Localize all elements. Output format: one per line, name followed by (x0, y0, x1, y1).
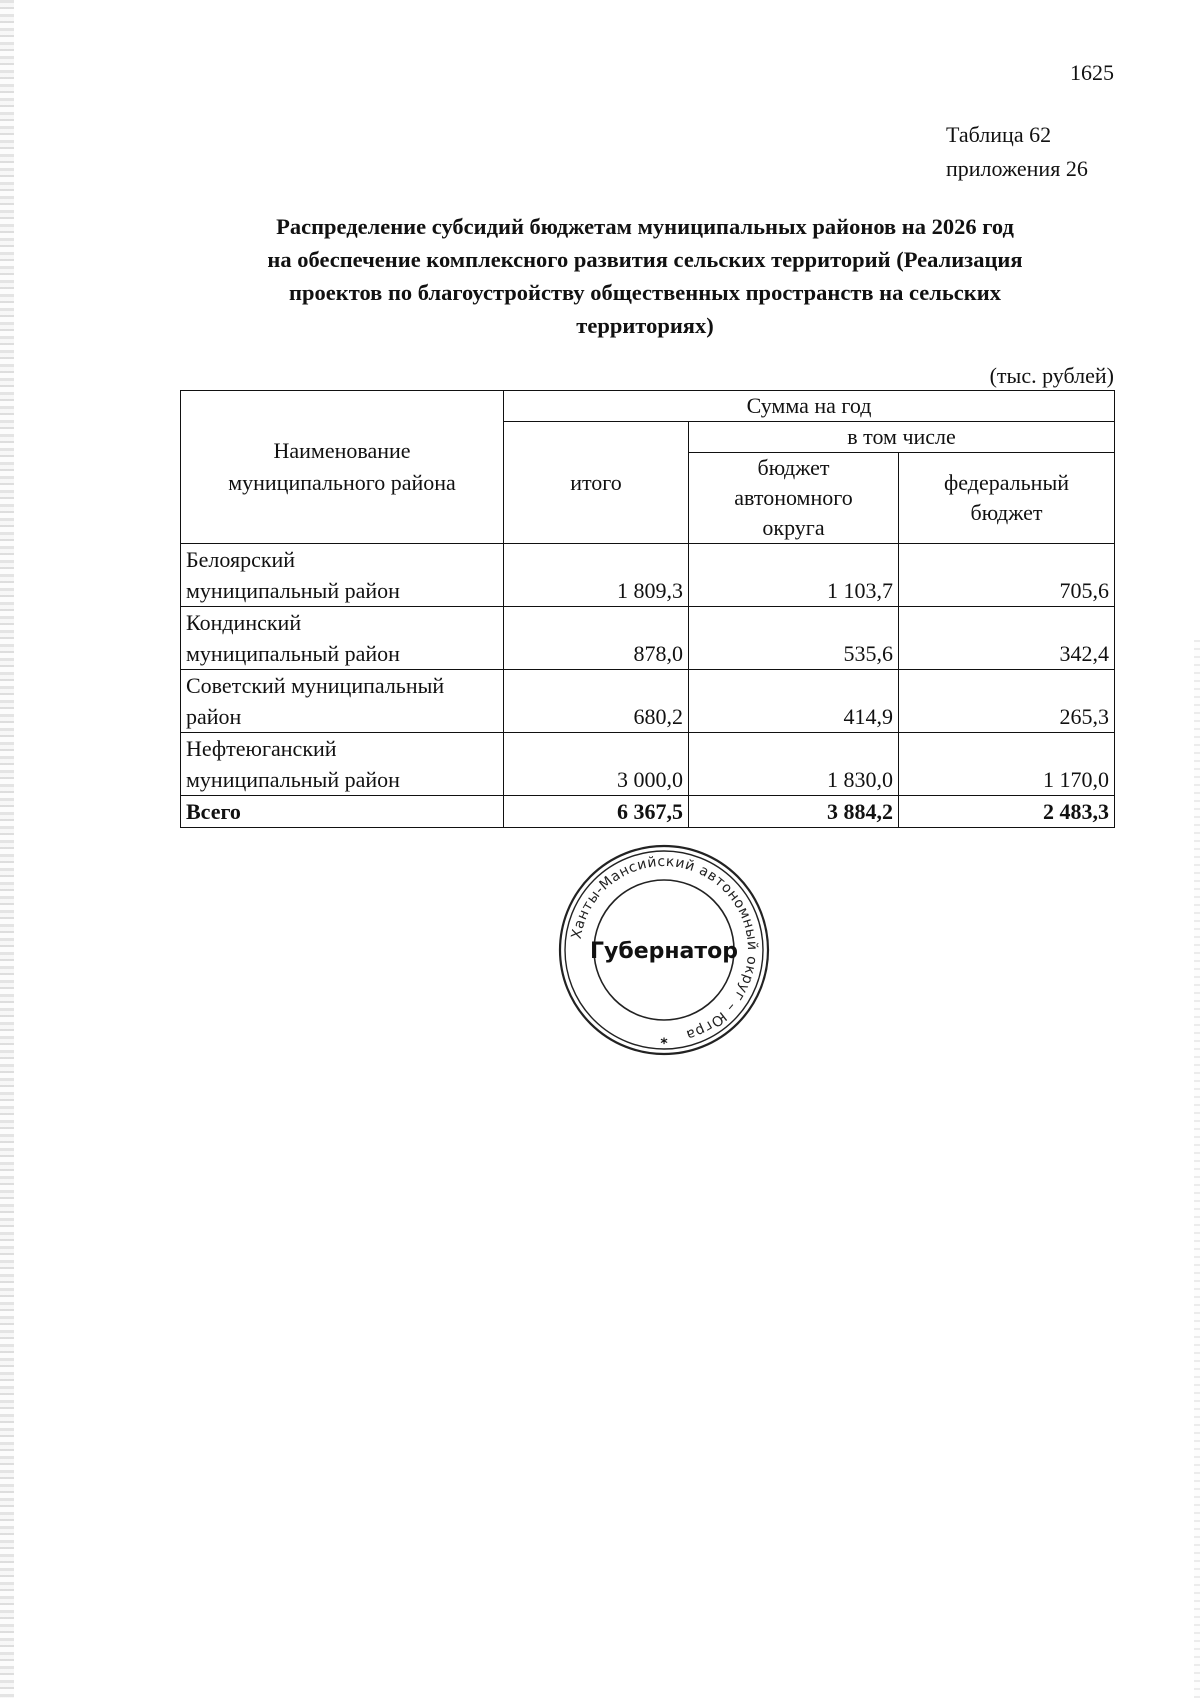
header-regional-line3: округа (762, 515, 825, 540)
seal-center-text: Губернатор (589, 939, 739, 964)
seal-star: * (660, 1036, 668, 1052)
table-row (181, 607, 1115, 670)
district-name-line2: район (186, 704, 242, 729)
grand-total-regional: 3 884,2 (689, 796, 899, 828)
table-reference (946, 118, 1088, 186)
header-regional-line1: бюджет (757, 455, 830, 480)
cell-federal: 1 170,0 (899, 733, 1115, 796)
title-line4: территориях) (576, 313, 714, 338)
header-federal-budget (899, 453, 1115, 544)
governor-seal (554, 840, 774, 1060)
header-total: итого (504, 422, 689, 544)
document-title (160, 210, 1130, 342)
cell-total: 878,0 (504, 607, 689, 670)
district-name (181, 670, 504, 733)
table-ref-line2: приложения 26 (946, 156, 1088, 181)
district-name (181, 733, 504, 796)
grand-total-federal: 2 483,3 (899, 796, 1115, 828)
cell-federal: 705,6 (899, 544, 1115, 607)
title-line1: Распределение субсидий бюджетам муниципальных районов на 2026 год (276, 214, 1014, 239)
district-name-line1: Белоярский (186, 547, 296, 572)
district-name-line1: Нефтеюганский (186, 736, 337, 761)
header-federal-line2: бюджет (970, 500, 1043, 525)
district-name-line2: муниципальный район (186, 767, 400, 792)
cell-regional: 1 103,7 (689, 544, 899, 607)
title-line2: на обеспечение комплексного развития сельских территорий (Реализация (267, 247, 1023, 272)
cell-total: 3 000,0 (504, 733, 689, 796)
grand-total-label: Всего (181, 796, 504, 828)
header-district-name (181, 391, 504, 544)
district-name-line2: муниципальный район (186, 641, 400, 666)
district-name-line2: муниципальный район (186, 578, 400, 603)
seal-ring-textpath: Ханты-Мансийский автономный округ – Югра (568, 853, 761, 1043)
table-row (181, 544, 1115, 607)
header-including: в том числе (689, 422, 1115, 453)
scan-edge-right (1194, 640, 1200, 1698)
cell-total: 680,2 (504, 670, 689, 733)
cell-federal: 342,4 (899, 607, 1115, 670)
title-line3: проектов по благоустройству общественных пространств на сельских (289, 280, 1001, 305)
cell-regional: 414,9 (689, 670, 899, 733)
grand-total-row (181, 796, 1115, 828)
district-name-line1: Советский муниципальный (186, 673, 445, 698)
table-row (181, 733, 1115, 796)
grand-total-total: 6 367,5 (504, 796, 689, 828)
district-name-line1: Кондинский (186, 610, 302, 635)
page-number: 1625 (1070, 60, 1114, 85)
cell-regional: 1 830,0 (689, 733, 899, 796)
header-name-line2: муниципального района (228, 470, 456, 495)
scan-edge-left (0, 0, 14, 1698)
header-regional-line2: автономного (734, 485, 853, 510)
header-federal-line1: федеральный (944, 470, 1070, 495)
table-ref-line1: Таблица 62 (946, 122, 1052, 147)
district-name (181, 607, 504, 670)
header-regional-budget (689, 453, 899, 544)
subsidy-table (180, 390, 1115, 828)
header-name-line1: Наименование (273, 438, 411, 463)
cell-total: 1 809,3 (504, 544, 689, 607)
header-sum-per-year: Сумма на год (504, 391, 1115, 422)
cell-regional: 535,6 (689, 607, 899, 670)
district-name (181, 544, 504, 607)
units-label: (тыс. рублей) (989, 363, 1114, 388)
table-row (181, 670, 1115, 733)
cell-federal: 265,3 (899, 670, 1115, 733)
